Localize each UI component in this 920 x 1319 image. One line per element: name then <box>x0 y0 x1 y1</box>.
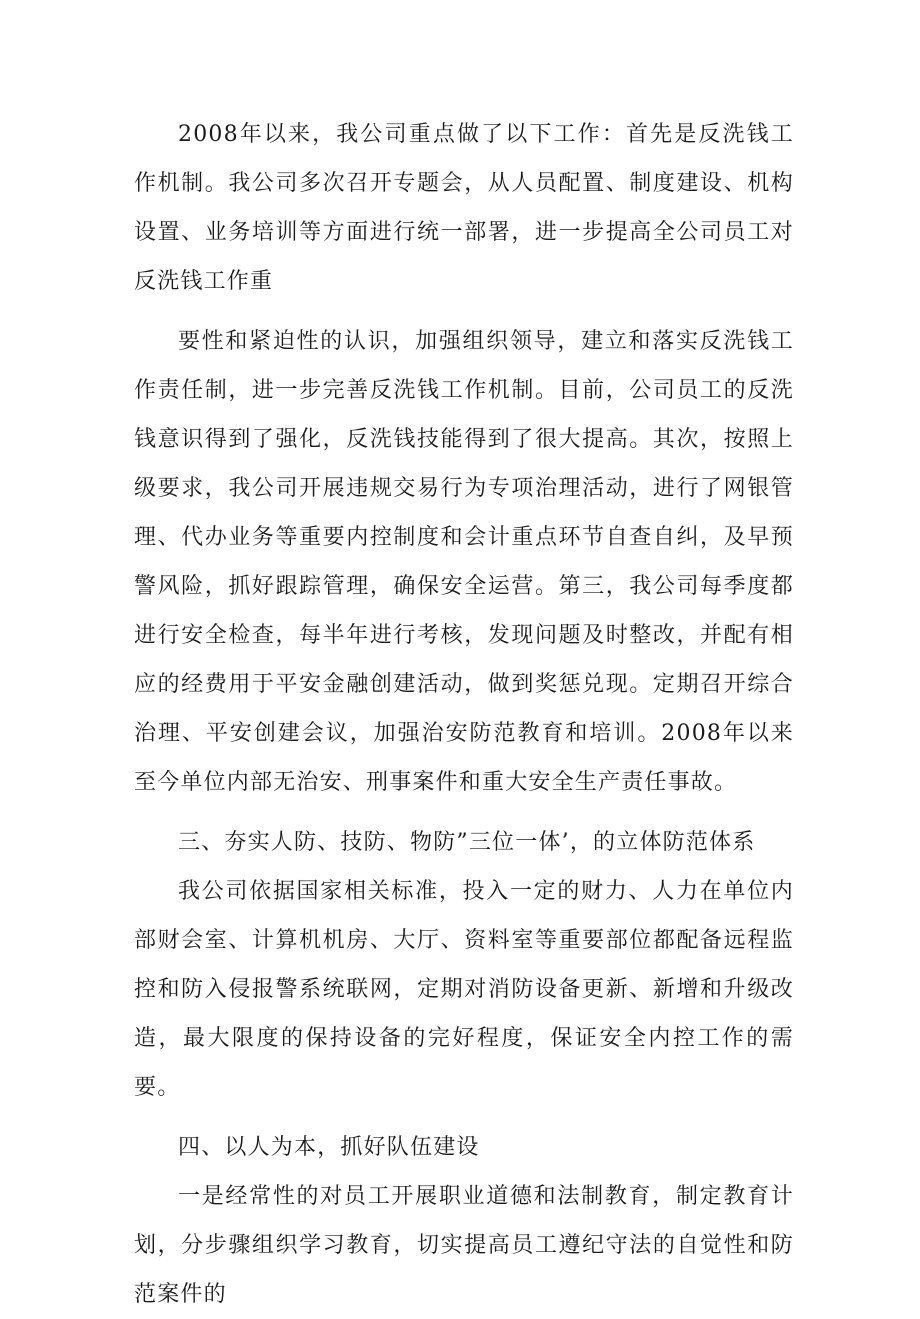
section-heading-three: 三、夯实人防、技防、物防”三位一体’，的立体防范体系 <box>178 830 756 855</box>
paragraph-staff-education: 一是经常性的对员工开展职业道德和法制教育，制定教育计划，分步骤组织学习教育，切实提高员工遵纪守法的自觉性和防范案件的 <box>134 1184 794 1307</box>
document-body <box>134 110 794 1319</box>
paragraph-anti-money-laundering-intro: 2008年以来，我公司重点做了以下工作：首先是反洗钱工作机制。我公司多次召开专题会，从人员配置、制度建设、机构设置、业务培训等方面进行统一部署，进一步提高全公司员工对反洗钱工作重 <box>134 122 794 294</box>
paragraph-anti-money-laundering-continued: 要性和紧迫性的认识，加强组织领导，建立和落实反洗钱工作责任制，进一步完善反洗钱工作机制。目前，公司员工的反洗钱意识得到了强化，反洗钱技能得到了很大提高。其次，按照上级要求，我公司开展违规交易行为专项治理活动，进行了网银管理、代办业务等重要内控制度和会计重点环节自查自纠，及早预警风险，抓好跟踪管理，确保安全运营。第三，我公司每季度都进行安全检查，每半年进行考核，发现问题及时整改，并配有相应的经费用于平安金融创建活动，做到奖惩兑现。定期召开综合治理、平安创建会议，加强治安防范教育和培训。2008年以来至今单位内部无治安、刑事案件和重大安全生产责任事故。 <box>134 329 794 795</box>
paragraph-security-systems: 我公司依据国家相关标准，投入一定的财力、人力在单位内部财会室、计算机机房、大厅、资料室等重要部位都配备远程监控和防入侵报警系统联网，定期对消防设备更新、新增和升级改造，最大限度的保持设备的完好程度，保证安全内控工作的需要。 <box>134 879 794 1100</box>
section-heading-four: 四、以人为本，抓好队伍建设 <box>178 1135 480 1160</box>
